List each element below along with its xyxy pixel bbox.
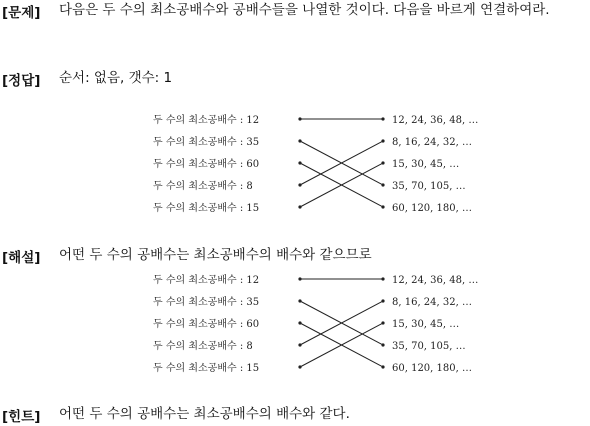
right-item-2: 8, 16, 24, 32, … xyxy=(392,137,472,148)
right-item-4: 35, 70, 105, … xyxy=(392,341,466,352)
answer-label: [정답] xyxy=(2,73,41,89)
left-item-4: 두 수의 최소공배수 : 8 xyxy=(153,341,253,352)
hint-label: [힌트] xyxy=(2,409,41,425)
left-item-2: 두 수의 최소공배수 : 35 xyxy=(153,297,260,308)
left-item-1: 두 수의 최소공배수 : 12 xyxy=(153,115,260,126)
right-item-4: 35, 70, 105, … xyxy=(392,181,466,192)
right-item-3: 15, 30, 45, … xyxy=(392,159,460,170)
explanation-label: [해설] xyxy=(2,250,41,266)
problem-matching-diagram xyxy=(140,110,510,222)
left-item-5: 두 수의 최소공배수 : 15 xyxy=(153,203,260,214)
problem-label: [문제] xyxy=(2,5,41,21)
explanation-text: 어떤 두 수의 공배수는 최소공배수의 배수와 같으므로 xyxy=(59,247,372,263)
right-item-3: 15, 30, 45, … xyxy=(392,319,460,330)
solution-matching-diagram xyxy=(140,270,510,382)
right-item-2: 8, 16, 24, 32, … xyxy=(392,297,472,308)
right-item-1: 12, 24, 36, 48, … xyxy=(392,275,479,286)
left-item-3: 두 수의 최소공배수 : 60 xyxy=(153,159,260,170)
answer-text: 순서: 없음, 갯수: 1 xyxy=(59,70,173,86)
right-item-1: 12, 24, 36, 48, … xyxy=(392,115,479,126)
problem-text: 다음은 두 수의 최소공배수와 공배수들을 나열한 것이다. 다음을 바르게 연결하여라. xyxy=(59,2,550,18)
left-item-5: 두 수의 최소공배수 : 15 xyxy=(153,363,260,374)
left-item-1: 두 수의 최소공배수 : 12 xyxy=(153,275,260,286)
connection-lines xyxy=(298,277,384,368)
left-item-3: 두 수의 최소공배수 : 60 xyxy=(153,319,260,330)
left-item-4: 두 수의 최소공배수 : 8 xyxy=(153,181,253,192)
left-item-2: 두 수의 최소공배수 : 35 xyxy=(153,137,260,148)
right-item-5: 60, 120, 180, … xyxy=(392,203,472,214)
connection-lines xyxy=(298,117,384,208)
right-item-5: 60, 120, 180, … xyxy=(392,363,472,374)
hint-text: 어떤 두 수의 공배수는 최소공배수의 배수와 같다. xyxy=(59,406,350,422)
